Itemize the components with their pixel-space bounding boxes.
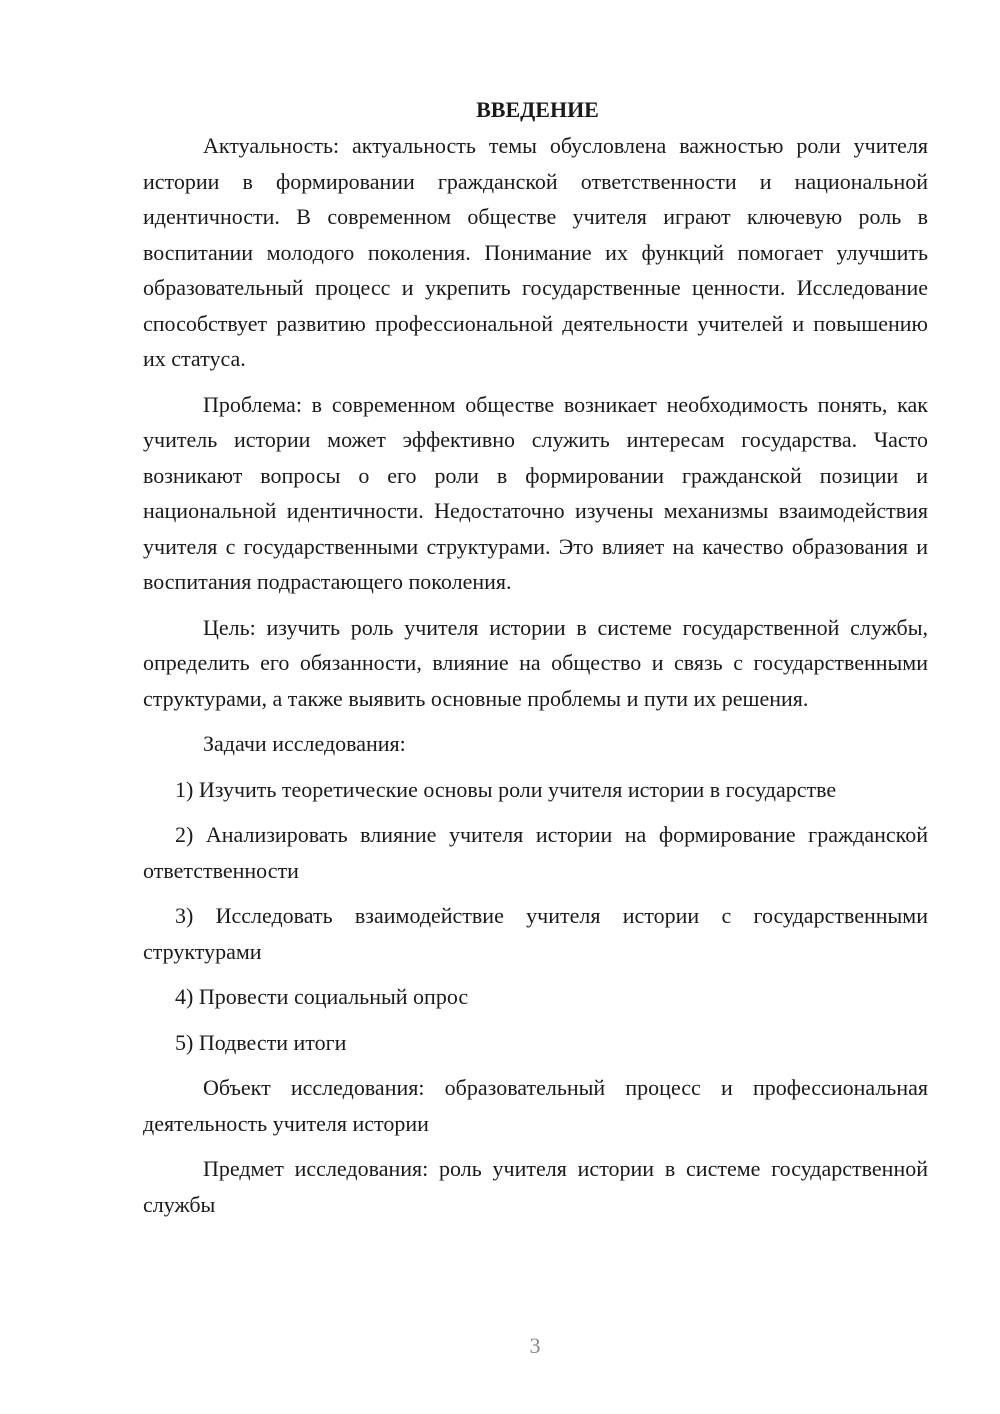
task-item-5: 5) Подвести итоги (175, 1029, 347, 1055)
task-item-4: 4) Провести социальный опрос (175, 984, 469, 1009)
section-title: ВВЕДЕНИЕ (476, 97, 599, 122)
paragraph-goal: Цель: изучить роль учителя истории в системе государственной службы, определить его обязанности, влияние на общество и связь с государственными структурами, а также выявить основные проблемы и пути их решения. (143, 614, 928, 711)
paragraph-subject: Предмет исследования: роль учителя истории в системе государственной службы (143, 1156, 928, 1217)
task-item-3: 3) Исследовать взаимодействие учителя истории с государственными структурами (143, 903, 928, 964)
page-number: 3 (529, 1333, 541, 1358)
paragraph-relevance: Актуальность: актуальность темы обусловлена важностью роли учителя истории в формировании гражданской ответственности и национальной идентичности. В современном обществе учителя играют ключевую роль в воспитании молодого поколения. Понимание их функций помогает улучшить образовательный процесс и укрепить государственные ценности. Исследование способствует развитию профессиональной деятельности учителей и повышению их статуса. (143, 133, 928, 371)
tasks-heading: Задачи исследования: (203, 731, 406, 756)
paragraph-object: Объект исследования: образовательный процесс и профессиональная деятельность учителя истории (143, 1075, 928, 1136)
task-item-1: 1) Изучить теоретические основы роли учителя истории в государстве (175, 776, 837, 802)
paragraph-problem: Проблема: в современном обществе возникает необходимость понять, как учитель истории может эффективно служить интересам государства. Часто возникают вопросы о его роли в формировании гражданской позиции и национальной идентичности. Недостаточно изучены механизмы взаимодействия учителя с государственными структурами. Это влияет на качество образования и воспитания подрастающего поколения. (143, 391, 928, 594)
task-item-2: 2) Анализировать влияние учителя истории на формирование гражданской ответственности (143, 822, 928, 883)
document-page (143, 92, 928, 1232)
